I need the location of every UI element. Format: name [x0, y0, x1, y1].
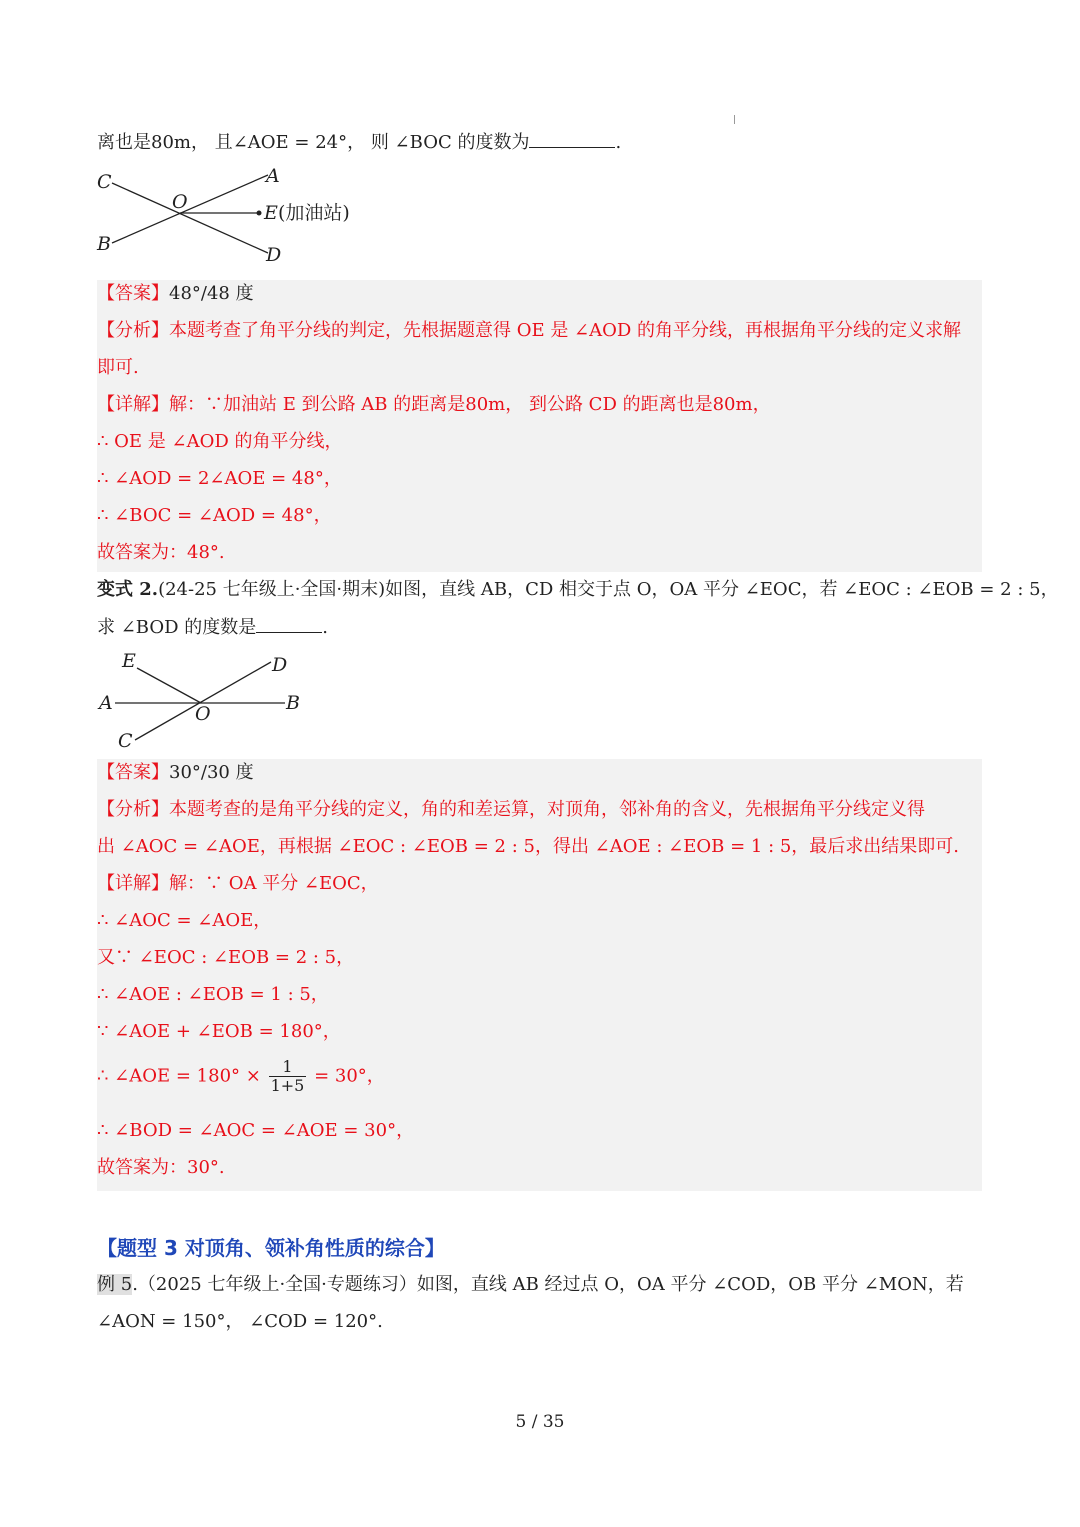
detail-line-3: 又∵ ∠EOC : ∠EOB = 2 : 5，: [97, 947, 355, 968]
label-e: E: [264, 202, 278, 224]
analysis-text: 本题考查的是角平分线的定义，角的和差运算，对顶角，邻补角的含义，先根据角平分线定义得: [169, 799, 925, 820]
label-c: C: [97, 171, 112, 193]
detail-6-start: ∴ ∠AOE = 180° ×: [97, 1065, 261, 1087]
page-number: 5 / 35: [515, 1412, 565, 1432]
detail-line-5: ∵ ∠AOE + ∠EOB = 180°，: [97, 1021, 341, 1042]
margin-tick: [734, 115, 735, 124]
question-1-continuation: [97, 131, 621, 154]
variant-2-question: 求 ∠BOD 的度数是: [97, 617, 257, 638]
answer-blank: [256, 616, 322, 633]
analysis-line-1: [97, 799, 925, 821]
label-a: A: [266, 165, 280, 187]
detail-line-4: ∴ ∠BOC = ∠AOD = 48°，: [97, 505, 332, 526]
analysis-line-2: 即可.: [97, 357, 139, 378]
example-5-line-2: ∠AON = 150°， ∠COD = 120°.: [97, 1311, 383, 1332]
answer-tag: 【答案】: [97, 283, 169, 304]
label-o: O: [172, 191, 188, 213]
analysis-line-2: 出 ∠AOC = ∠AOE，再根据 ∠EOC : ∠EOB = 2 : 5，得出 ∠AOE : ∠EOB = 1 : 5，最后求出结果即可.: [97, 836, 960, 857]
answer-tag: 【答案】: [97, 762, 169, 783]
label-c: C: [118, 730, 133, 752]
detail-line-2: ∴ ∠AOC = ∠AOE，: [97, 910, 272, 931]
analysis-tag: 【分析】: [97, 799, 169, 820]
detail-line-3: ∴ ∠AOD = 2∠AOE = 48°，: [97, 468, 342, 489]
final-answer-2: 故答案为：30°.: [97, 1157, 225, 1178]
example-5-line-1: [97, 1274, 964, 1296]
detail-line-4: ∴ ∠AOE : ∠EOB = 1 : 5，: [97, 984, 329, 1005]
analysis-text: 本题考查了角平分线的判定，先根据题意得 OE 是 ∠AOD 的角平分线，再根据角平分线的定义求解: [169, 320, 962, 341]
analysis-line-1: [97, 320, 961, 342]
label-o: O: [195, 703, 211, 725]
label-a: A: [99, 692, 113, 714]
example-5-label: 例 5: [97, 1274, 133, 1295]
example-5-text: .（2025 七年级上·全国·专题练习）如图，直线 AB 经过点 O，OA 平分 ∠COD，OB 平分 ∠MON，若: [132, 1274, 964, 1295]
figure-1-lines: [95, 165, 385, 270]
detail-line-1: [97, 873, 379, 895]
figure-2-lines: [95, 648, 315, 753]
detail-6-end: = 30°，: [314, 1065, 385, 1087]
detail-tag: 【详解】: [97, 873, 169, 894]
point-e: [257, 211, 262, 216]
detail-line-7: ∴ ∠BOD = ∠AOC = ∠AOE = 30°，: [97, 1120, 415, 1141]
line-cd: [135, 662, 271, 740]
detail-text: 解：∵ OA 平分 ∠EOC，: [169, 873, 379, 894]
fraction: [269, 1058, 307, 1095]
ray-oe: [137, 668, 201, 703]
label-b: B: [286, 692, 300, 714]
variant-2-line-1: [97, 579, 1059, 601]
label-d: D: [272, 654, 288, 676]
detail-tag: 【详解】: [97, 394, 169, 415]
label-d: D: [266, 244, 282, 266]
period: .: [322, 617, 329, 638]
detail-line-1: [97, 394, 771, 416]
period: .: [615, 132, 622, 153]
detail-line-2: ∴ OE 是 ∠AOD 的角平分线，: [97, 431, 343, 452]
answer-blank: [529, 131, 615, 148]
section-title: 【题型 3 对顶角、领补角性质的综合】: [97, 1236, 445, 1260]
line-ab: [112, 175, 268, 243]
line-cd: [112, 183, 268, 253]
answer-line-1: [97, 283, 254, 305]
answer-value: 30°/30 度: [169, 762, 254, 783]
label-gas-station: (加油站): [278, 202, 350, 224]
question-1-text: 离也是80m， 且∠AOE = 24°， 则 ∠BOC 的度数为: [97, 132, 530, 153]
analysis-tag: 【分析】: [97, 320, 169, 341]
answer-line-2: [97, 762, 254, 784]
answer-value: 48°/48 度: [169, 283, 254, 304]
variant-2-label: 变式 2.: [97, 579, 159, 600]
variant-2-line-2: [97, 616, 328, 639]
label-b: B: [97, 233, 111, 255]
label-e: E: [122, 650, 136, 672]
final-answer-1: 故答案为：48°.: [97, 542, 225, 563]
fraction-denominator: 1+5: [270, 1076, 305, 1095]
detail-text: 解：∵加油站 E 到公路 AB 的距离是80m， 到公路 CD 的距离也是80m，: [169, 394, 771, 415]
fraction-numerator: 1: [269, 1058, 307, 1077]
variant-2-text: (24-25 七年级上·全国·期末)如图，直线 AB，CD 相交于点 O，OA 平分 ∠EOC，若 ∠EOC : ∠EOB = 2 : 5，: [158, 579, 1059, 600]
detail-line-6: [97, 1058, 385, 1095]
